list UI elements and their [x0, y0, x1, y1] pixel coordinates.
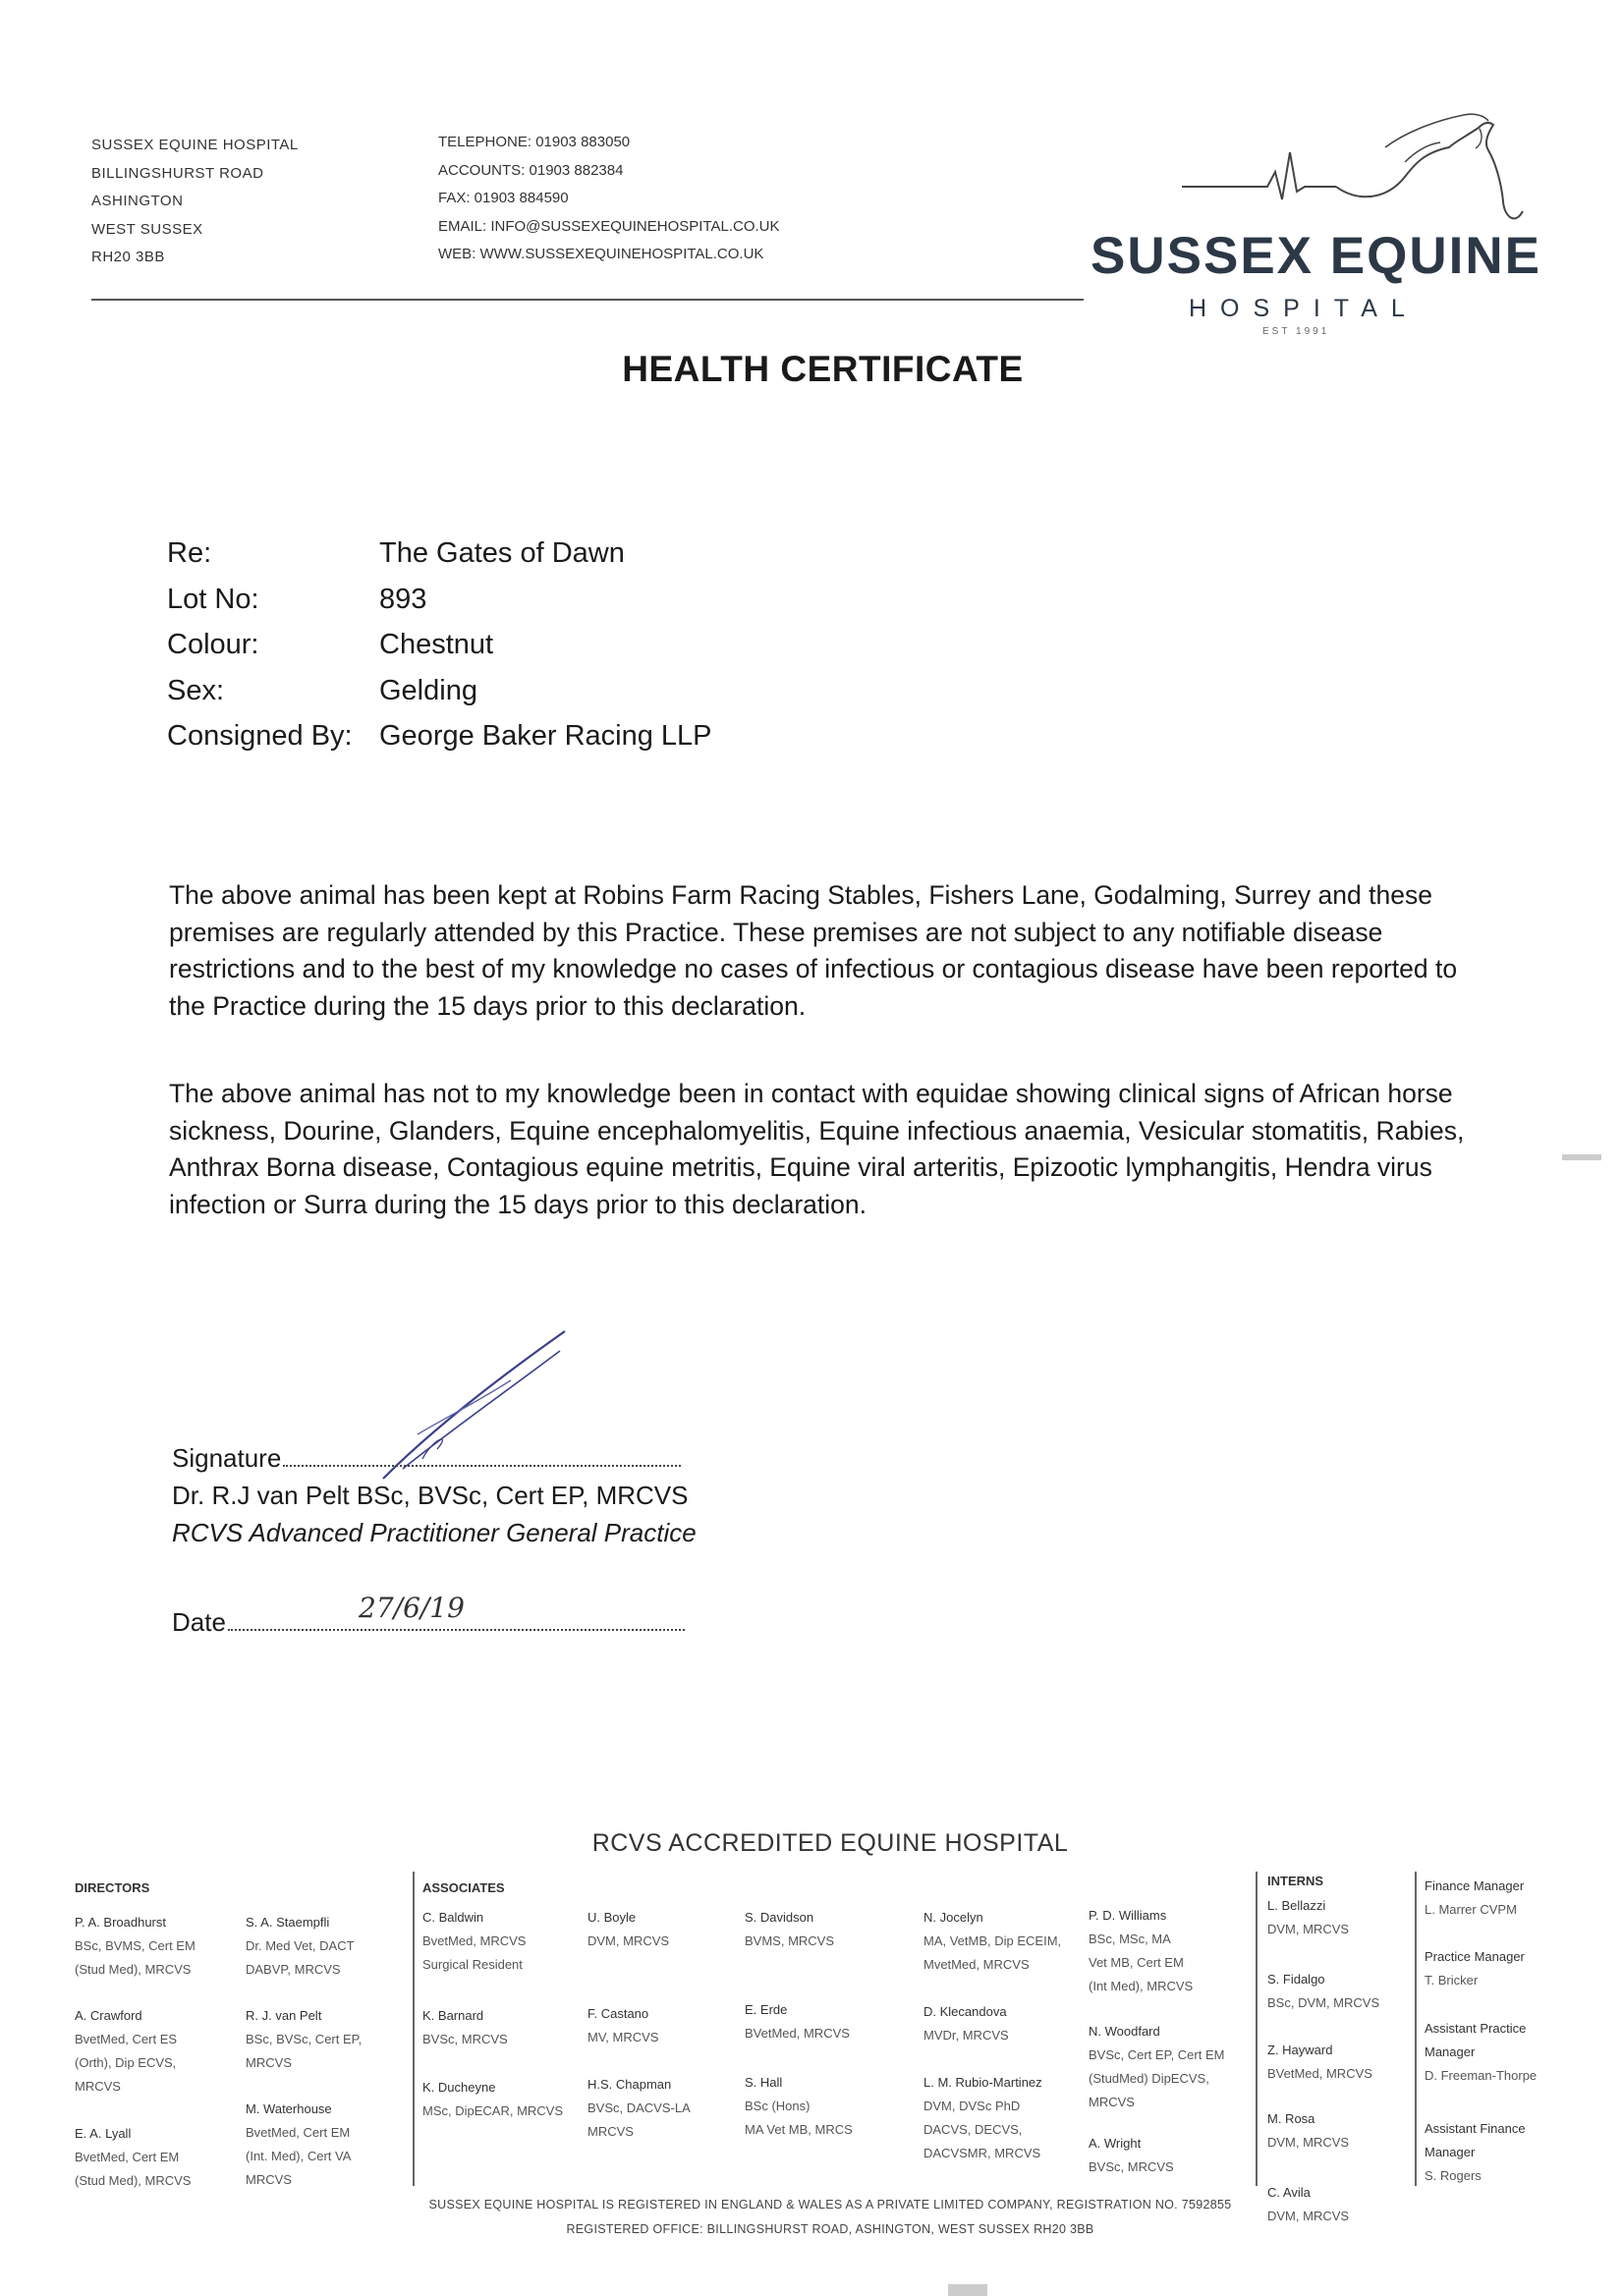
associate-entry: L. M. Rubio-Martinez DVM, DVSc PhD DACVS, DECVS, DACVSMR, MRCVS	[923, 2075, 1042, 2160]
field-row-colour	[167, 622, 712, 668]
field-row-lot	[167, 577, 712, 623]
declaration-paragraph-1: The above animal has been kept at Robins Farm Racing Stables, Fishers Lane, Godalming, Surrey and these premises are regularly attended by this Practice. These premises are not subject to any notifiable disease restrictions and to the best of my knowledge no cases of infectious or contagious disease have been reported to the Practice during the 15 days prior to this declaration.	[169, 880, 1458, 1021]
intern-entry: M. Rosa DVM, MRCVS	[1267, 2111, 1350, 2150]
date-label: Date	[172, 1607, 226, 1637]
associate-entry: A. Wright BVSc, MRCVS	[1089, 2136, 1174, 2174]
handwritten-date: 27/6/19	[359, 1592, 465, 1624]
column-divider	[1415, 1872, 1417, 2186]
manager-entry: Finance Manager L. Marrer CVPM	[1425, 1878, 1525, 1917]
accreditation-banner: RCVS ACCREDITED EQUINE HOSPITAL	[591, 1829, 1069, 1857]
intern-entry: C. Avila DVM, MRCVS	[1267, 2185, 1350, 2223]
logo-name: SUSSEX EQUINE	[1091, 227, 1541, 285]
registered-office: REGISTERED OFFICE: BILLINGSHURST ROAD, ASHINGTON, WEST SUSSEX RH20 3BB	[566, 2222, 1094, 2236]
associate-entry: U. Boyle DVM, MRCVS	[587, 1910, 670, 1948]
horse-details	[167, 531, 712, 759]
address-line: BILLINGSHURST ROAD	[91, 164, 264, 182]
field-label: Colour:	[167, 629, 259, 660]
scan-artifact	[948, 2284, 987, 2296]
interns-heading: INTERNS	[1267, 1874, 1324, 1888]
manager-entry: Assistant Practice Manager D. Freeman-Thorpe	[1425, 2021, 1538, 2083]
email: EMAIL: INFO@SUSSEXEQUINEHOSPITAL.CO.UK	[438, 217, 780, 235]
field-value: Chestnut	[379, 629, 494, 660]
signature-label: Signature	[172, 1443, 282, 1473]
header-divider	[91, 299, 1084, 301]
associate-entry: F. Castano MV, MRCVS	[587, 2006, 659, 2044]
signatory-name: Dr. R.J van Pelt BSc, BVSc, Cert EP, MRCVS	[172, 1481, 689, 1510]
associate-entry: C. Baldwin BvetMed, MRCVS Surgical Resident	[422, 1910, 527, 1972]
signature-line	[172, 1439, 697, 1477]
contact-details	[438, 129, 780, 269]
associate-entry: S. Hall BSc (Hons) MA Vet MB, MRCS	[745, 2075, 853, 2137]
address-line: ASHINGTON	[91, 193, 184, 209]
associate-entry: S. Davidson BVMS, MRCVS	[745, 1910, 835, 1948]
intern-entry: L. Bellazzi DVM, MRCVS	[1267, 1898, 1350, 1936]
declaration-paragraph-2: The above animal has not to my knowledge been in contact with equidae showing clinical signs of African horse sickness, Dourine, Glanders, Equine encephalomyelitis, Equine infectious anaemia, Vesicular stomatitis, Rabies, Anthrax Borna disease, Contagious equine metritis, Equine viral arteritis, Epizootic lymphangitis, Hendra virus infection or Surra during the 15 days prior to this declaration.	[169, 1079, 1465, 1219]
hospital-address	[91, 132, 299, 272]
director-entry: A. Crawford BvetMed, Cert ES (Orth), Dip ECVS, MRCVS	[75, 2008, 178, 2094]
field-value: The Gates of Dawn	[379, 537, 625, 569]
field-row-consigned	[167, 713, 712, 759]
field-label: Consigned By:	[167, 720, 353, 752]
field-row-sex	[167, 668, 712, 714]
field-label: Lot No:	[167, 583, 259, 615]
telephone: TELEPHONE: 01903 883050	[438, 134, 631, 150]
address-line: SUSSEX EQUINE HOSPITAL	[91, 137, 299, 153]
director-entry: P. A. Broadhurst BSc, BVMS, Cert EM (Stud Med), MRCVS	[75, 1915, 196, 1977]
associate-entry: K. Barnard BVSc, MRCVS	[422, 2008, 508, 2046]
intern-entry: S. Fidalgo BSc, DVM, MRCVS	[1267, 1972, 1380, 2010]
manager-entry: Assistant Finance Manager S. Rogers	[1425, 2121, 1526, 2183]
director-entry: R. J. van Pelt BSc, BVSc, Cert EP, MRCVS	[246, 2008, 363, 2070]
field-label: Sex:	[167, 674, 225, 706]
address-line: WEST SUSSEX	[91, 220, 203, 238]
date-dots	[228, 1628, 685, 1631]
field-row-re	[167, 531, 712, 577]
director-entry: E. A. Lyall BvetMed, Cert EM (Stud Med), MRCVS	[75, 2126, 192, 2188]
director-entry: M. Waterhouse BvetMed, Cert EM (Int. Med), Cert VA MRCVS	[246, 2101, 352, 2187]
fax: FAX: 01903 884590	[438, 190, 569, 206]
associates-heading: ASSOCIATES	[422, 1880, 505, 1895]
logo-established: EST 1991	[1262, 326, 1330, 337]
associate-entry: D. Klecandova MVDr, MRCVS	[923, 2004, 1009, 2043]
associate-entry: E. Erde BVetMed, MRCVS	[745, 2002, 850, 2041]
associate-entry: P. D. Williams BSc, MSc, MA Vet MB, Cert EM (Int Med), MRCVS	[1089, 1908, 1194, 1993]
page-title: HEALTH CERTIFICATE	[622, 349, 1024, 389]
date-line	[172, 1607, 685, 1638]
accounts-phone: ACCOUNTS: 01903 882384	[438, 161, 624, 179]
associate-entry: N. Jocelyn MA, VetMB, Dip ECEIM, MvetMed, MRCVS	[923, 1910, 1062, 1972]
field-value: 893	[379, 583, 427, 615]
scan-artifact	[1562, 1154, 1601, 1160]
directors-heading: DIRECTORS	[75, 1880, 150, 1895]
intern-entry: Z. Hayward BVetMed, MRCVS	[1267, 2043, 1372, 2081]
column-divider	[413, 1872, 415, 2186]
associate-entry: K. Ducheyne MSc, DipECAR, MRCVS	[422, 2080, 564, 2118]
field-label: Re:	[167, 537, 212, 569]
field-value: George Baker Racing LLP	[379, 720, 712, 752]
director-entry: S. A. Staempfli Dr. Med Vet, DACT DABVP, MRCVS	[246, 1915, 355, 1977]
website: WEB: WWW.SUSSEXEQUINEHOSPITAL.CO.UK	[438, 246, 764, 262]
field-value: Gelding	[379, 674, 477, 706]
signature-dots	[283, 1464, 681, 1467]
associate-entry: N. Woodfard BVSc, Cert EP, Cert EM (StudMed) DipECVS, MRCVS	[1089, 2024, 1225, 2109]
signature-block	[172, 1439, 697, 1551]
logo-subtitle: HOSPITAL	[1189, 295, 1419, 322]
manager-entry: Practice Manager T. Bricker	[1425, 1949, 1525, 1988]
registration-note: SUSSEX EQUINE HOSPITAL IS REGISTERED IN ENGLAND & WALES AS A PRIVATE LIMITED COMPANY, REGISTRATION NO. 7592855	[428, 2198, 1232, 2212]
signatory-role: RCVS Advanced Practitioner General Practice	[172, 1518, 697, 1547]
address-line: RH20 3BB	[91, 249, 165, 265]
column-divider	[1256, 1872, 1258, 2186]
associate-entry: H.S. Chapman BVSc, DACVS-LA MRCVS	[587, 2077, 691, 2139]
